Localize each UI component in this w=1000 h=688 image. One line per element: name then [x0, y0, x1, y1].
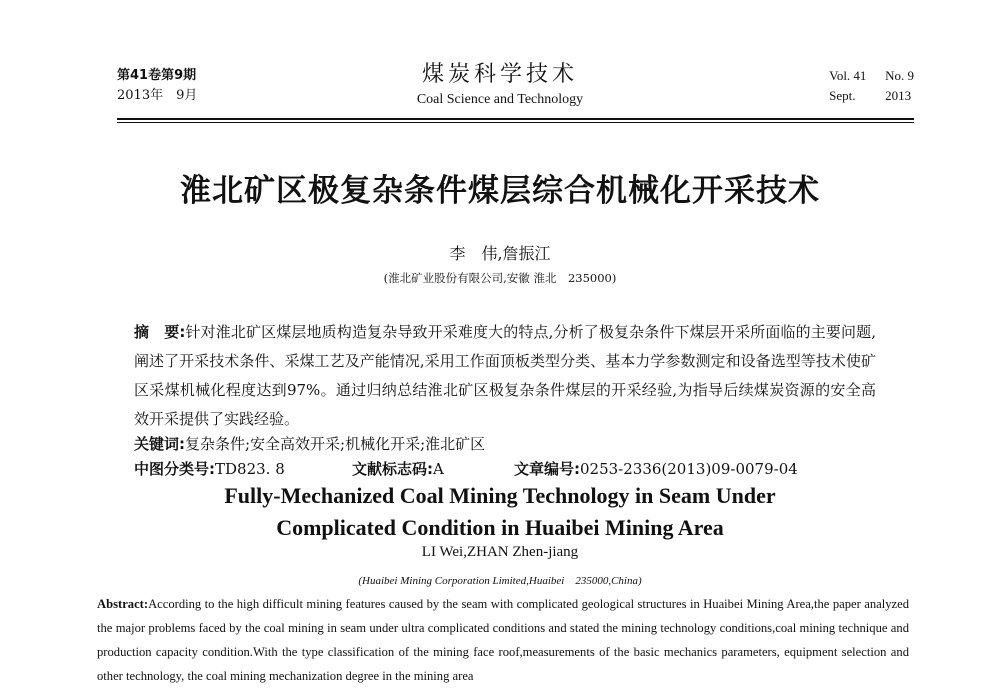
abstract-label-zh: 摘 要:	[134, 323, 186, 341]
header-left	[117, 66, 197, 106]
year-en: 2013	[885, 88, 912, 103]
authors-zh: 李 伟,詹振江	[449, 244, 551, 263]
clc-value: TD823. 8	[215, 460, 285, 478]
journal-name-zh: 煤炭科学技术	[421, 62, 578, 87]
document-code	[352, 458, 444, 480]
clc-number	[134, 458, 285, 480]
month-en: Sept.	[829, 88, 856, 103]
abstract-text-zh: 针对淮北矿区煤层地质构造复杂导致开采难度大的特点,分析了极复杂条件下煤层开采所面临的主要问题,阐述了开采技术条件、采煤工艺及产能情况,采用工作面顶板类型分类、基本力学参数测定和设备选型等技术使矿区采煤机械化程度达到97%。通过归纳总结淮北矿区极复杂条件煤层的开采经验,为指导后续煤炭资源的安全高效开采提供了实践经验。	[134, 323, 876, 428]
document-code-label: 文献标志码:	[352, 460, 433, 478]
number-en: No. 9	[885, 68, 914, 83]
volume-en: Vol. 41	[829, 68, 867, 83]
authors-en: LI Wei,ZHAN Zhen-jiang	[421, 544, 579, 560]
article-number-label: 文章编号:	[514, 460, 580, 478]
abstract-en	[97, 592, 909, 688]
affiliation-zh: (淮北矿业股份有限公司,安徽 淮北 235000)	[383, 271, 617, 285]
clc-label: 中图分类号:	[134, 460, 215, 478]
abstract-label-en: Abstract:	[97, 597, 149, 611]
title-en-line-2: Complicated Condition in Huaibei Mining Area	[276, 515, 724, 540]
affiliation-en: (Huaibei Mining Corporation Limited,Huaibei 235000,China)	[358, 575, 642, 587]
document-code-value: A	[433, 460, 444, 478]
keywords-label-zh: 关键词:	[134, 435, 185, 453]
title-en-line-1: Fully-Mechanized Coal Mining Technology in Seam Under	[224, 483, 776, 508]
header-rule-thin	[117, 122, 914, 123]
journal-name-en: Coal Science and Technology	[416, 92, 584, 107]
header-rule-thick	[117, 118, 914, 120]
article-number-value: 0253-2336(2013)09-0079-04	[580, 460, 798, 478]
date-zh: 2013年 9月	[117, 88, 198, 103]
article-number	[514, 458, 798, 480]
article-title-zh: 淮北矿区极复杂条件煤层综合机械化开采技术	[180, 173, 820, 209]
journal-name	[400, 60, 600, 110]
header-right	[829, 66, 914, 106]
article-title-en	[0, 480, 1000, 544]
keywords-zh	[134, 433, 485, 455]
volume-issue-zh: 第41卷第9期	[117, 68, 197, 83]
abstract-text-en: According to the high difficult mining features caused by the seam with complicated geological structures in Huaibei Mining Area,the paper analyzed the major problems faced by the coal mining in seam under ultra complicated conditions and stated the mining technology conditions,coal mining technique and production capacity condition.With the type classification of the mining face roof,measurements of the basic mechanics parameters, equipment selection and other technology, the coal mining mechanization degree in the mining area	[97, 597, 909, 683]
keywords-text-zh: 复杂条件;安全高效开采;机械化开采;淮北矿区	[185, 435, 486, 453]
abstract-zh	[134, 318, 876, 434]
